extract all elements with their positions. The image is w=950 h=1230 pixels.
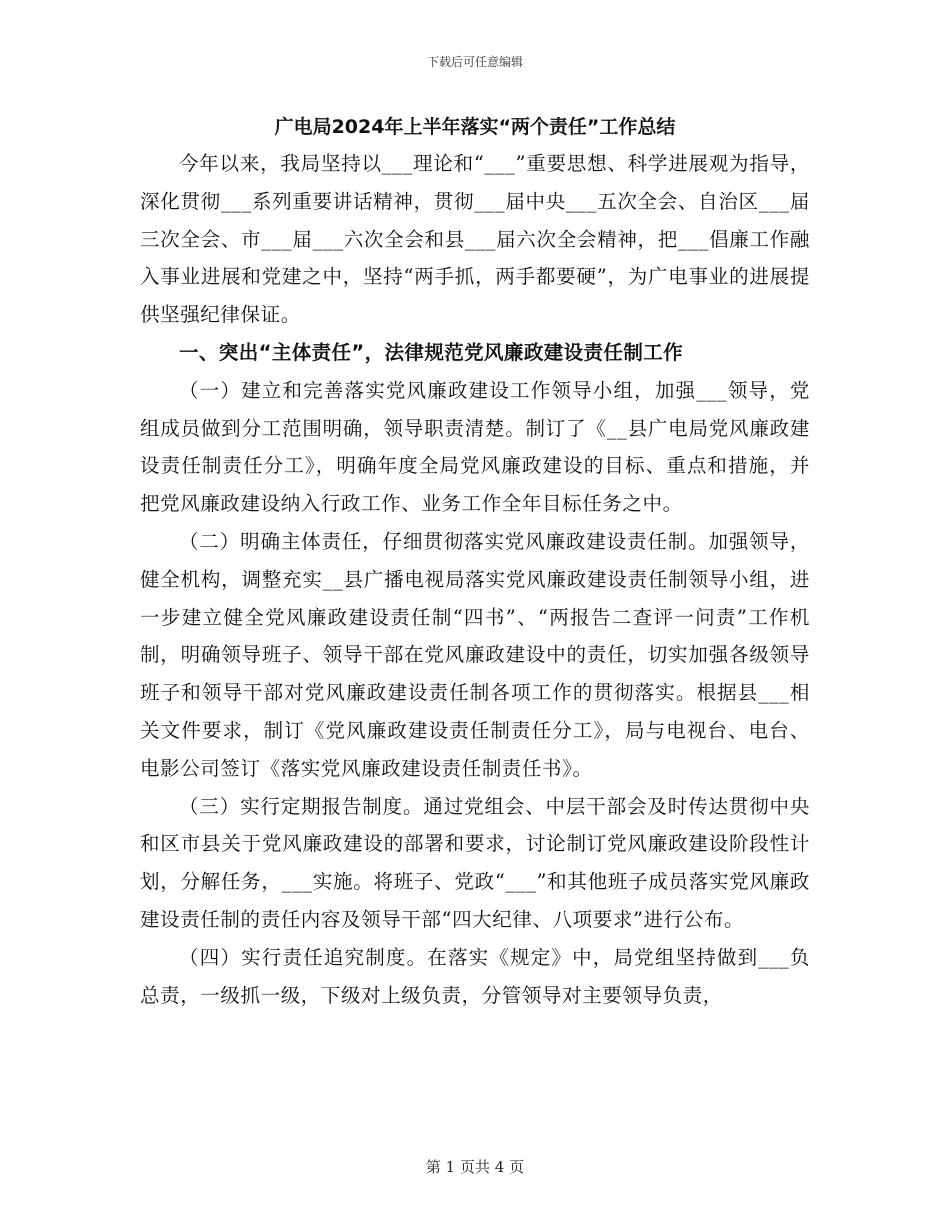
intro-paragraph: 今年以来，我局坚持以___理论和“___”重要思想、科学进展观为指导，深化贯彻___系列重要讲话精神，贯彻___届中央___五次全会、自治区___届三次全会、市___届___六次全会和县___届六次全会精神，把___倡廉工作融入事业进展和党建之中，坚持“两手抓，两手都要硬”，为广电事业的进展提供坚强纪律保证。 (140, 152, 810, 327)
paragraph-2: （二）明确主体责任，仔细贯彻落实党风廉政建设责任制。加强领导，健全机构，调整充实__县广播电视局落实党风廉政建设责任制领导小组，进一步建立健全党风廉政建设责任制“四书”、“两报告二查评一问责”工作机制，明确领导班子、领导干部在党风廉政建设中的责任，切实加强各级领导班子和领导干部对党风廉政建设责任制各项工作的贯彻落实。根据县___相关文件要求，制订《党风廉政建设责任制责任分工》，局与电视台、电台、电影公司签订《落实党风廉政建设责任制责任书》。 (140, 529, 810, 780)
paragraph-4: （四）实行责任追究制度。在落实《规定》中，局党组坚持做到___负总责，一级抓一级，下级对上级负责，分管领导对主要领导负责， (140, 945, 810, 1007)
page-footer: 第 1 页共 4 页 (425, 1158, 525, 1176)
section-heading: 一、突出“主体责任”，法律规范党风廉政建设责任制工作 (179, 340, 684, 364)
document-body (140, 145, 810, 1014)
paragraph-3: （三）实行定期报告制度。通过党组会、中层干部会及时传达贯彻中央和区市县关于党风廉政建设的部署和要求，讨论制订党风廉政建设阶段性计划，分解任务，___实施。将班子、党政“___”和其他班子成员落实党风廉政建设责任制的责任内容及领导干部“四大纪律、八项要求”进行公布。 (140, 794, 810, 931)
page-header: 下载后可任意编辑 (426, 55, 523, 69)
document-title: 广电局2024年上半年落实“两个责任”工作总结 (274, 116, 676, 138)
paragraph-1: （一）建立和完善落实党风廉政建设工作领导小组，加强___领导，党组成员做到分工范围明确，领导职责清楚。制订了《__县广电局党风廉政建设责任制责任分工》，明确年度全局党风廉政建设的目标、重点和措施，并把党风廉政建设纳入行政工作、业务工作全年目标任务之中。 (140, 378, 810, 516)
